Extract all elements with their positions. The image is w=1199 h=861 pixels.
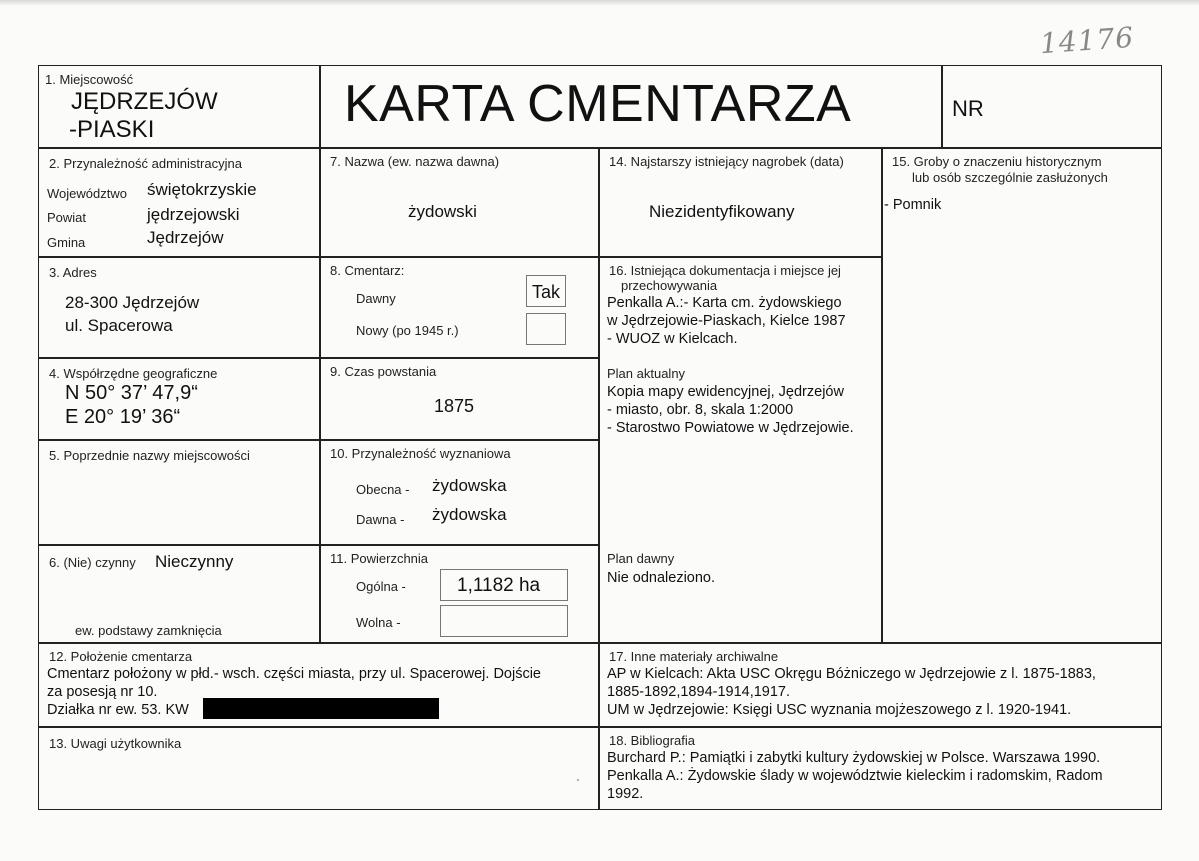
field-10-label: 10. Przynależność wyznaniowa — [330, 446, 511, 461]
field-18-bibliography — [598, 726, 1162, 810]
field-16-label-line2: przechowywania — [621, 278, 718, 293]
bibliography-line2: Penkalla A.: Żydowskie ślady w województwie kieleckim i radomskim, Radom — [607, 768, 1103, 784]
field-1-locality — [38, 65, 321, 149]
field-9-founding-date — [319, 357, 600, 441]
cemetery-name-value: żydowski — [408, 202, 477, 221]
field-17-label: 17. Inne materiały archiwalne — [609, 649, 779, 664]
notable-graves-value: - Pomnik — [884, 197, 942, 213]
field-6-active-status — [38, 544, 321, 644]
field-18-label: 18. Bibliografia — [609, 733, 695, 748]
field-1-label: 1. Miejscowość — [45, 72, 134, 87]
handwritten-inventory-number: 14176 — [1038, 20, 1136, 61]
documentation-line3: - WUOZ w Kielcach. — [607, 331, 738, 347]
field-8-label: 8. Cmentarz: — [330, 263, 405, 278]
scan-speck — [577, 779, 579, 781]
field-16-documentation — [598, 256, 883, 644]
longitude-value: E 20° 19’ 36“ — [65, 406, 181, 428]
commune-value: Jędrzejów — [147, 228, 224, 247]
voivodeship-value: świętokrzyskie — [147, 180, 257, 199]
documentation-line2: w Jędrzejowie-Piaskach, Kielce 1987 — [607, 313, 846, 329]
location-line3: Działka nr ew. 53. KW — [47, 702, 189, 718]
old-cemetery-label: Dawny — [356, 291, 396, 306]
field-4-coordinates — [38, 357, 321, 441]
field-2-label: 2. Przynależność administracyjna — [49, 156, 242, 171]
field-4-label: 4. Współrzędne geograficzne — [49, 366, 218, 381]
bibliography-line1: Burchard P.: Pamiątki i zabytki kultury żydowskiej w Polsce. Warszawa 1990. — [607, 750, 1101, 766]
field-9-label: 9. Czas powstania — [330, 364, 437, 379]
free-area-label: Wolna - — [356, 615, 401, 630]
current-plan-line2: - miasto, obr. 8, skala 1:2000 — [607, 402, 794, 418]
total-area-box — [440, 569, 568, 601]
current-denomination-label: Obecna - — [356, 482, 410, 497]
field-17-archival-materials — [598, 642, 1162, 728]
card-title-cell — [319, 65, 943, 149]
old-cemetery-value: Tak — [532, 282, 561, 302]
field-14-oldest-tombstone — [598, 147, 883, 258]
location-line2: za posesją nr 10. — [47, 684, 158, 700]
voivodeship-label: Województwo — [47, 186, 127, 201]
county-label: Powiat — [47, 210, 87, 225]
field-5-label: 5. Poprzednie nazwy miejscowości — [49, 448, 250, 463]
total-area-label: Ogólna - — [356, 579, 406, 594]
archival-line1: AP w Kielcach: Akta USC Okręgu Bóżniczego w Jędrzejowie z l. 1875-1883, — [607, 666, 1096, 682]
field-1-value-line1: JĘDRZEJÓW — [71, 88, 218, 115]
founding-year-value: 1875 — [434, 396, 475, 416]
archival-line3: UM w Jędrzejowie: Księgi USC wyznania mojżeszowego z l. 1920-1941. — [607, 702, 1072, 718]
oldest-tombstone-value: Niezidentyfikowany — [649, 202, 795, 221]
field-11-area — [319, 544, 600, 644]
bibliography-line3: 1992. — [607, 786, 644, 802]
scan-edge-shadow — [0, 0, 1199, 6]
field-2-administrative — [38, 147, 321, 258]
field-8-cemetery-type — [319, 256, 600, 359]
current-plan-line3: - Starostwo Powiatowe w Jędrzejowie. — [607, 420, 854, 436]
former-denomination-value: żydowska — [432, 505, 507, 524]
free-area-box — [440, 605, 568, 637]
old-cemetery-box — [526, 275, 566, 307]
card-title: KARTA CMENTARZA — [344, 75, 852, 133]
closure-basis-label: ew. podstawy zamknięcia — [75, 623, 222, 638]
field-3-address — [38, 256, 321, 359]
field-16-label-line1: 16. Istniejąca dokumentacja i miejsce jej — [609, 263, 841, 278]
field-1-value-line2: -PIASKI — [69, 116, 155, 143]
commune-label: Gmina — [47, 235, 86, 250]
field-3-label: 3. Adres — [49, 265, 97, 280]
field-12-location — [38, 642, 600, 728]
field-15-label-line2: lub osób szczególnie zasłużonych — [912, 170, 1108, 185]
card-number-label: NR — [952, 96, 984, 121]
old-plan-value: Nie odnaleziono. — [607, 570, 716, 586]
old-plan-label: Plan dawny — [607, 551, 675, 566]
documentation-line1: Penkalla A.:- Karta cm. żydowskiego — [607, 295, 842, 311]
field-15-label-line1: 15. Groby o znaczeniu historycznym — [892, 154, 1102, 169]
former-denomination-label: Dawna - — [356, 512, 405, 527]
total-area-value: 1,1182 ha — [457, 575, 541, 596]
field-5-previous-names — [38, 439, 321, 546]
current-plan-label: Plan aktualny — [607, 366, 686, 381]
latitude-value: N 50° 37’ 47,9“ — [65, 382, 198, 404]
active-status-value: Nieczynny — [155, 552, 234, 571]
field-7-label: 7. Nazwa (ew. nazwa dawna) — [330, 154, 500, 169]
current-denomination-value: żydowska — [432, 476, 507, 495]
current-plan-line1: Kopia mapy ewidencyjnej, Jędrzejów — [607, 384, 844, 400]
field-7-name — [319, 147, 600, 258]
redaction-bar — [203, 698, 439, 719]
card-number-cell — [941, 65, 1162, 149]
field-15-notable-graves — [881, 147, 1162, 644]
new-cemetery-label: Nowy (po 1945 r.) — [356, 323, 459, 338]
field-14-label: 14. Najstarszy istniejący nagrobek (data) — [609, 154, 844, 169]
archival-line2: 1885-1892,1894-1914,1917. — [607, 684, 791, 700]
field-13-label: 13. Uwagi użytkownika — [49, 736, 182, 751]
county-value: jędrzejowski — [147, 205, 240, 224]
field-10-denomination — [319, 439, 600, 546]
new-cemetery-box — [526, 313, 566, 345]
location-line1: Cmentarz położony w płd.- wsch. części miasta, przy ul. Spacerowej. Dojście — [47, 666, 541, 682]
field-13-user-notes — [38, 726, 600, 810]
field-6-label: 6. (Nie) czynny — [49, 555, 136, 570]
field-12-label: 12. Położenie cmentarza — [49, 649, 193, 664]
address-line2: ul. Spacerowa — [65, 316, 173, 335]
field-11-label: 11. Powierzchnia — [330, 551, 429, 566]
address-line1: 28-300 Jędrzejów — [65, 293, 200, 312]
